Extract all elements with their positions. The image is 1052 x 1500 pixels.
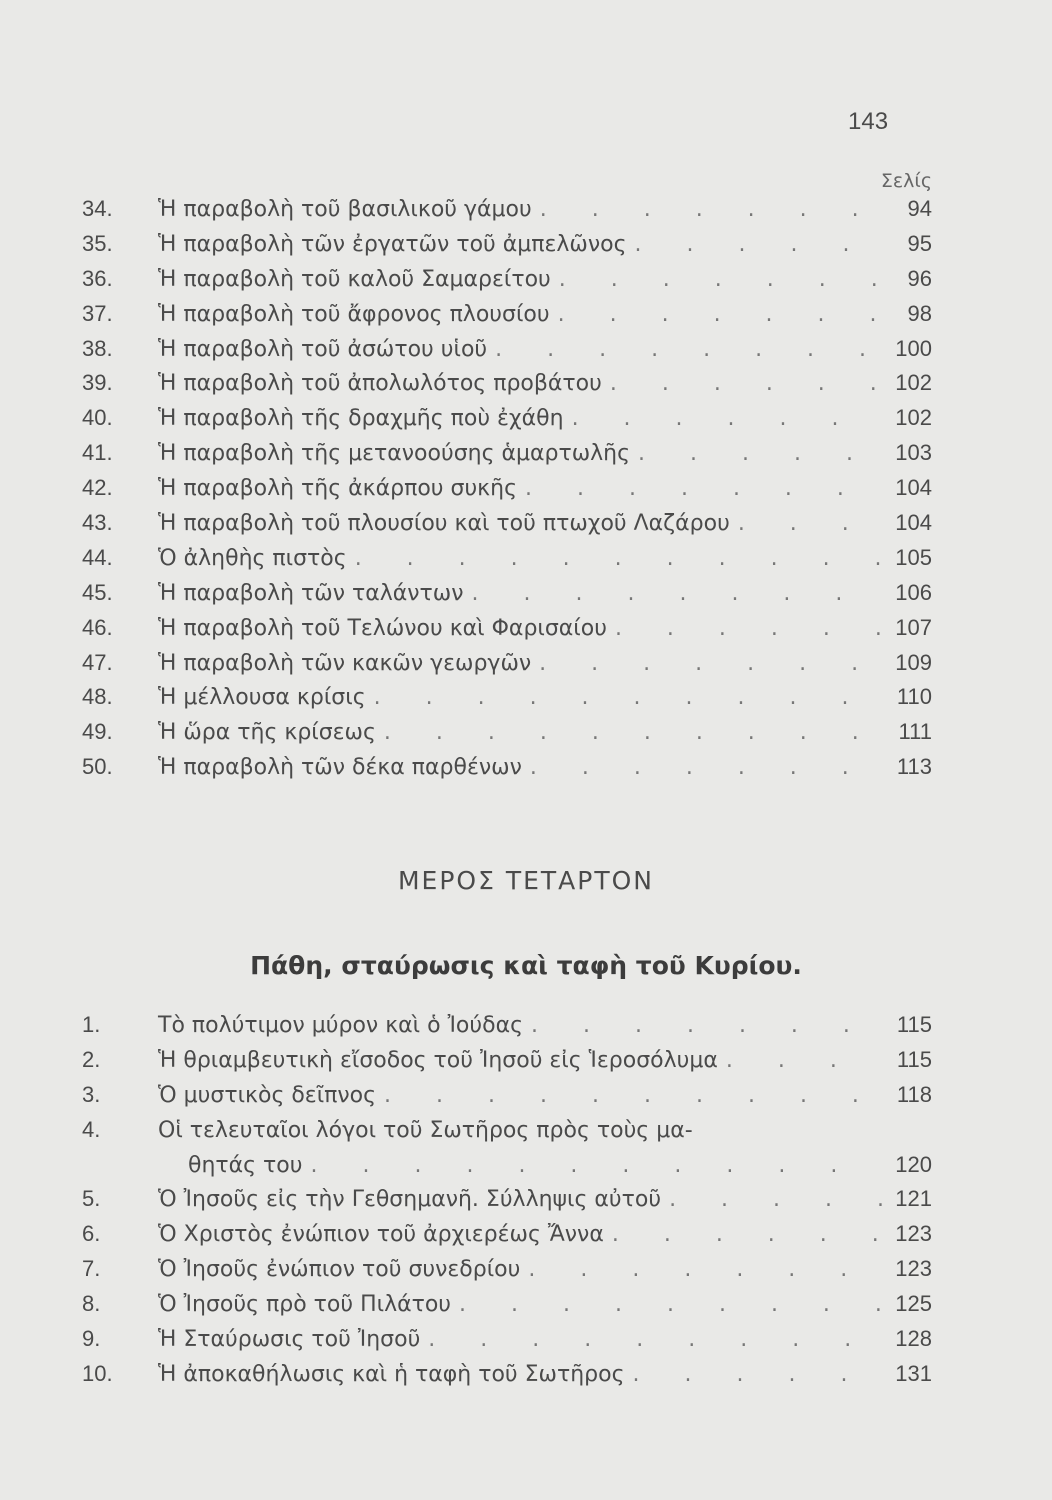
entry-number: 48.: [82, 684, 113, 710]
entry-title: Ἡ παραβολὴ τῆς ἀκάρπου συκῆς: [158, 476, 517, 502]
toc-list-part-three: [82, 196, 932, 789]
toc-entry: [82, 1221, 932, 1256]
entry-title: Ἡ παραβολὴ τῶν δέκα παρθένων: [158, 755, 522, 781]
toc-entry: [82, 405, 932, 440]
page-number: 143: [848, 108, 889, 135]
entry-number: 1.: [82, 1012, 101, 1037]
entry-title: Ἡ ὥρα τῆς κρίσεως: [158, 720, 376, 746]
part-subtitle: Πάθη, σταύρωσις καὶ ταφὴ τοῦ Κυρίου.: [250, 951, 802, 980]
toc-entry: [82, 684, 932, 719]
entry-page: 121: [895, 1186, 932, 1212]
toc-entry: [82, 301, 932, 336]
dot-leader: [604, 1222, 882, 1247]
entry-number: 3.: [82, 1081, 101, 1107]
entry-title: Ἡ παραβολὴ τοῦ πλουσίου καὶ τοῦ πτωχοῦ Λαζάρου: [158, 511, 730, 537]
entry-number: 46.: [82, 614, 113, 640]
entry-page: 102: [895, 370, 932, 396]
page-column-header: Σελίς: [880, 170, 932, 192]
entry-page: 123: [895, 1256, 932, 1282]
entry-page: 113: [896, 754, 932, 780]
entry-number: 45.: [82, 579, 113, 605]
entry-page: 128: [895, 1326, 932, 1352]
entry-number: 2.: [82, 1046, 101, 1072]
entry-title: Ἡ ἀποκαθήλωσις καὶ ἡ ταφὴ τοῦ Σωτῆρος: [158, 1361, 625, 1387]
toc-entry: [82, 1256, 932, 1291]
dot-leader: [625, 1362, 882, 1387]
entry-title: Ἡ παραβολὴ τῶν κακῶν γεωργῶν: [158, 650, 532, 676]
toc-entry: [82, 510, 932, 545]
entry-number: 5.: [82, 1186, 101, 1212]
toc-entry: [82, 370, 932, 405]
dot-leader: [420, 1327, 882, 1352]
dot-leader: [550, 302, 882, 327]
dot-leader: [531, 651, 882, 676]
entry-title: Ὁ Ἰησοῦς ἐνώπιον τοῦ συνεδρίου: [158, 1257, 521, 1283]
entry-page: 115: [896, 1012, 932, 1037]
entry-title: Οἱ τελευταῖοι λόγοι τοῦ Σωτῆρος πρὸς τοὺς μα-: [158, 1117, 693, 1143]
dot-leader: [366, 685, 882, 710]
toc-entry: [82, 475, 932, 510]
entry-number: 35.: [82, 230, 113, 256]
dot-leader: [730, 511, 882, 536]
entry-page: 98: [907, 300, 932, 326]
dot-leader: [523, 1013, 882, 1038]
entry-page: 120: [895, 1151, 932, 1177]
toc-entry: [82, 440, 932, 475]
entry-title: Ἡ παραβολὴ τοῦ ἀπολωλότος προβάτου: [158, 371, 602, 397]
entry-number: 39.: [82, 370, 113, 396]
entry-number: 50.: [82, 754, 113, 780]
toc-entry: [82, 545, 932, 580]
toc-entry: [82, 1361, 932, 1396]
dot-leader: [376, 720, 882, 745]
entry-title: Ἡ Σταύρωσις τοῦ Ἰησοῦ: [158, 1327, 421, 1353]
dot-leader: [517, 476, 882, 501]
dot-leader: [602, 371, 882, 396]
entry-number: 34.: [82, 196, 113, 221]
dot-leader: [487, 337, 882, 362]
entry-page: 95: [907, 230, 932, 256]
dot-leader: [464, 581, 882, 606]
entry-number: 7.: [82, 1256, 101, 1282]
dot-leader: [347, 546, 882, 571]
toc-entry: [82, 650, 932, 685]
toc-entry: [82, 1291, 932, 1326]
entry-page: 109: [895, 649, 932, 675]
entry-title: Ἡ παραβολὴ τῆς μετανοούσης ἁμαρτωλῆς: [158, 441, 631, 467]
toc-entry: [82, 615, 932, 650]
part-heading: ΜΕΡΟΣ ΤΕΤΑΡΤΟΝ: [397, 866, 655, 895]
toc-entry: [82, 336, 932, 371]
dot-leader: [564, 406, 882, 431]
dot-leader: [627, 232, 883, 257]
entry-page: 131: [895, 1360, 932, 1386]
entry-page: 104: [895, 475, 932, 501]
entry-title: Ὁ Ἰησοῦς εἰς τὴν Γεθσημανῆ. Σύλληψις αὐτοῦ: [158, 1187, 662, 1213]
entry-title: Ἡ μέλλουσα κρίσις: [158, 685, 366, 711]
entry-title: Ἡ παραβολὴ τοῦ καλοῦ Σαμαρείτου: [158, 266, 551, 292]
entry-title: Ἡ παραβολὴ τοῦ ἄφρονος πλουσίου: [158, 301, 550, 327]
entry-page: 110: [896, 684, 932, 710]
toc-entry: [82, 1117, 932, 1152]
dot-leader: [532, 197, 882, 222]
entry-page: 102: [895, 405, 932, 431]
entry-number: 38.: [82, 335, 113, 361]
entry-number: 40.: [82, 405, 113, 431]
toc-entry: [82, 1082, 932, 1117]
dot-leader: [522, 755, 882, 780]
entry-number: 44.: [82, 544, 113, 570]
toc-entry: [82, 1186, 932, 1221]
dot-leader: [661, 1187, 882, 1212]
entry-title: Ἡ παραβολὴ τῆς δραχμῆς ποὺ ἐχάθη: [158, 406, 564, 432]
entry-title-continuation: θητάς του: [188, 1152, 303, 1178]
entry-title: Ἡ παραβολὴ τῶν ταλάντων: [158, 580, 464, 606]
entry-page: 94: [907, 196, 932, 221]
entry-title: Τὸ πολύτιμον μύρον καὶ ὁ Ἰούδας: [158, 1013, 523, 1038]
entry-page: 115: [896, 1046, 932, 1072]
toc-entry: [82, 1326, 932, 1361]
toc-entry-continuation: [82, 1152, 932, 1187]
dot-leader: [718, 1048, 882, 1073]
entry-number: 9.: [82, 1326, 101, 1352]
toc-entry: [82, 580, 932, 615]
dot-leader: [551, 267, 882, 292]
entry-page: 118: [896, 1081, 932, 1107]
toc-list-part-four: [82, 1012, 932, 1396]
toc-entry: [82, 1012, 932, 1047]
entry-number: 8.: [82, 1291, 101, 1317]
entry-number: 6.: [82, 1221, 101, 1247]
entry-page: 104: [895, 510, 932, 536]
dot-leader: [376, 1083, 882, 1108]
entry-number: 43.: [82, 510, 113, 536]
entry-number: 49.: [82, 719, 113, 745]
entry-number: 10.: [82, 1360, 113, 1386]
toc-entry: [82, 266, 932, 301]
entry-number: 42.: [82, 475, 113, 501]
entry-title: Ὁ Χριστὸς ἐνώπιον τοῦ ἀρχιερέως Ἄννα: [158, 1222, 604, 1248]
toc-entry: [82, 1047, 932, 1082]
entry-page: 107: [895, 614, 932, 640]
entry-number: 36.: [82, 265, 113, 291]
entry-page: 111: [898, 719, 932, 745]
entry-number: 37.: [82, 300, 113, 326]
entry-title: Ὁ Ἰησοῦς πρὸ τοῦ Πιλάτου: [158, 1292, 452, 1318]
entry-page: 105: [895, 544, 932, 570]
entry-title: Ὁ ἀληθὴς πιστὸς: [158, 545, 347, 571]
entry-title: Ὁ μυστικὸς δεῖπνος: [158, 1082, 377, 1108]
dot-leader: [520, 1257, 882, 1282]
entry-title: Ἡ παραβολὴ τῶν ἐργατῶν τοῦ ἀμπελῶνος: [158, 231, 627, 257]
entry-page: 106: [895, 579, 932, 605]
toc-entry: [82, 719, 932, 754]
entry-number: 41.: [82, 440, 113, 466]
toc-entry: [82, 754, 932, 789]
dot-leader: [607, 616, 882, 641]
entry-page: 123: [895, 1221, 932, 1247]
entry-page: 100: [895, 335, 932, 361]
toc-entry: [82, 231, 932, 266]
toc-entry: [82, 196, 932, 231]
entry-page: 103: [895, 440, 932, 466]
entry-page: 96: [907, 265, 932, 291]
dot-leader: [630, 441, 882, 466]
entry-page: 125: [895, 1291, 932, 1317]
entry-number: 4.: [82, 1116, 101, 1142]
entry-number: 47.: [82, 649, 113, 675]
dot-leader: [303, 1153, 883, 1178]
dot-leader: [451, 1292, 882, 1317]
entry-title: Ἡ παραβολὴ τοῦ ἀσώτου υἱοῦ: [158, 336, 488, 362]
entry-title: Ἡ θριαμβευτικὴ εἴσοδος τοῦ Ἰησοῦ εἰς Ἱεροσόλυμα: [158, 1047, 718, 1073]
entry-title: Ἡ παραβολὴ τοῦ βασιλικοῦ γάμου: [158, 197, 532, 222]
entry-title: Ἡ παραβολὴ τοῦ Τελώνου καὶ Φαρισαίου: [158, 615, 607, 641]
